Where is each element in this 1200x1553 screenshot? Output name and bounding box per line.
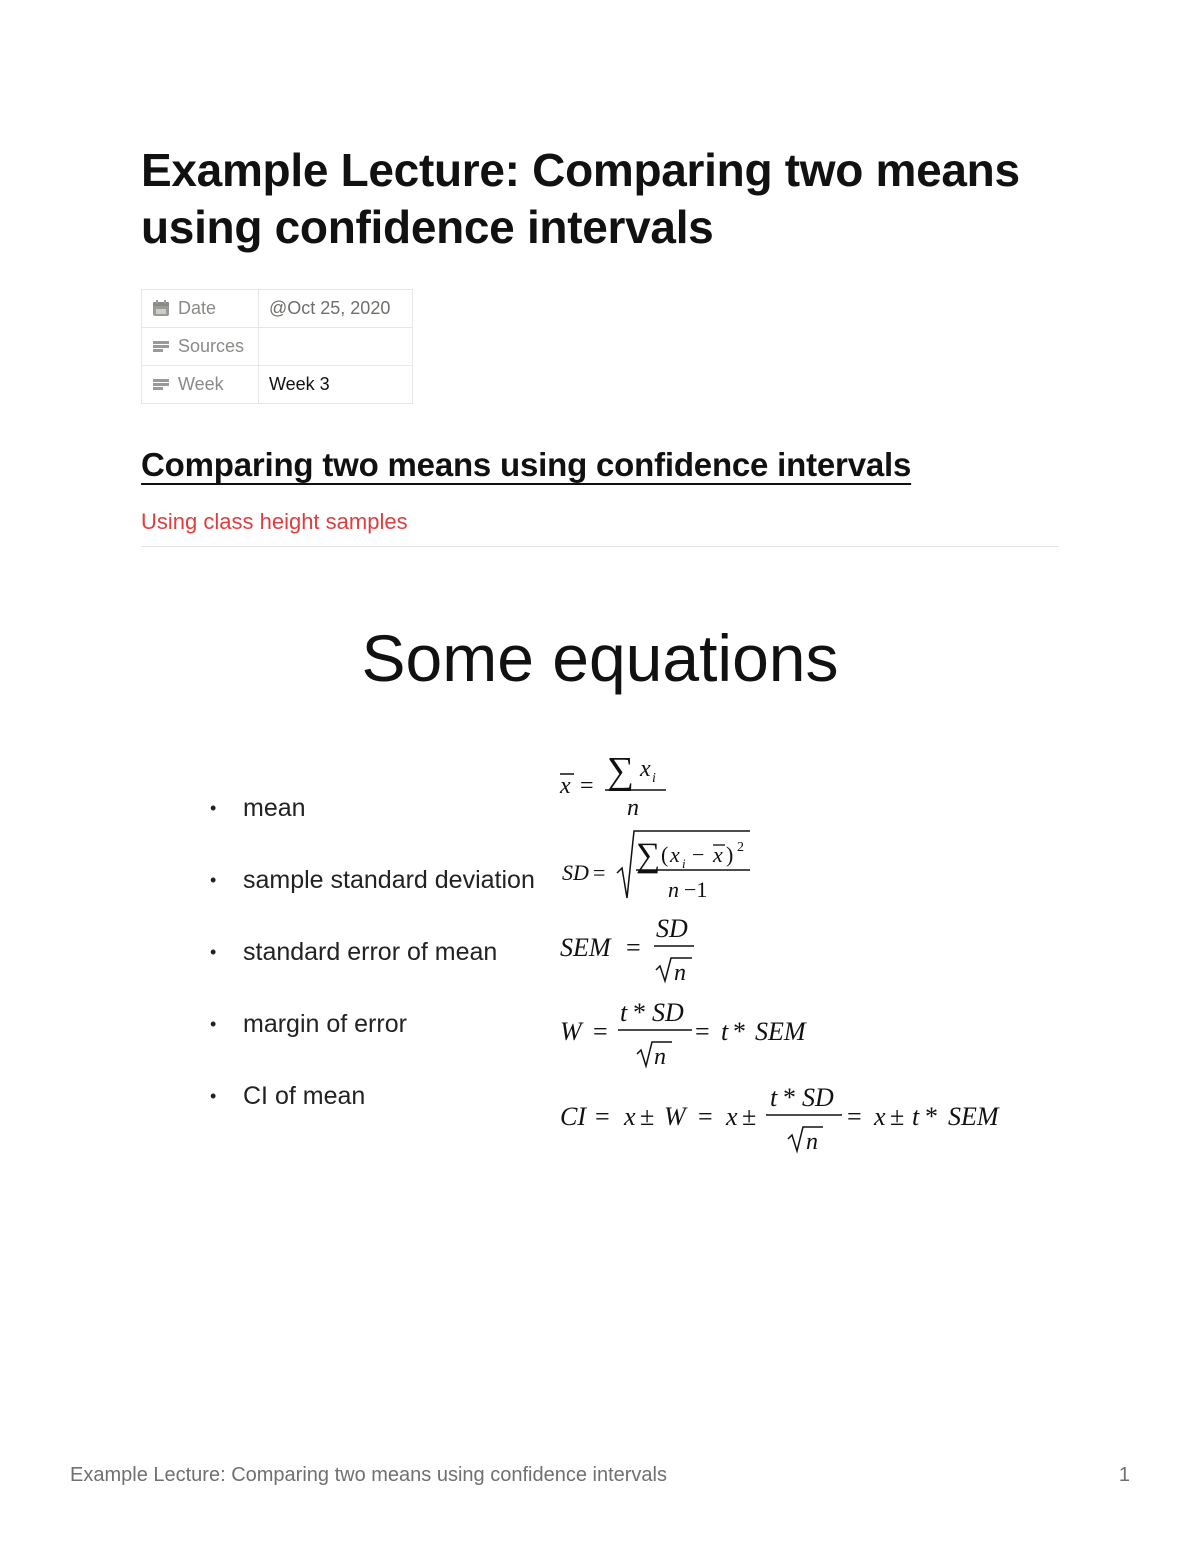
- svg-text:x: x: [726, 1102, 738, 1131]
- page-title: Example Lecture: Comparing two means using confidence intervals: [141, 144, 1020, 253]
- svg-text:t: t: [770, 1083, 778, 1112]
- svg-text:t: t: [912, 1102, 920, 1131]
- property-key-label: Sources: [178, 336, 245, 356]
- svg-text:n: n: [668, 877, 679, 902]
- svg-text:=: =: [593, 1017, 608, 1046]
- svg-text:=: =: [695, 1017, 710, 1046]
- svg-text:2: 2: [737, 840, 744, 855]
- bullet-dot-icon: •: [210, 1086, 217, 1106]
- svg-text:SEM: SEM: [560, 933, 611, 962]
- svg-text:n: n: [674, 960, 686, 986]
- svg-text:x: x: [560, 773, 571, 799]
- svg-text:=: =: [595, 1102, 610, 1131]
- svg-text:*: *: [633, 998, 646, 1027]
- sem-equation: [560, 914, 694, 986]
- svg-text:(: (: [661, 842, 669, 867]
- property-value[interactable]: @Oct 25, 2020: [259, 290, 413, 328]
- section-heading: Comparing two means using confidence intervals: [141, 446, 912, 483]
- svg-text:x: x: [640, 756, 651, 782]
- margin-of-error-equation: [560, 998, 807, 1070]
- svg-text:t: t: [721, 1017, 729, 1046]
- svg-text:W: W: [560, 1017, 582, 1046]
- slide-title: Some equations: [361, 621, 839, 695]
- svg-text:SD: SD: [562, 860, 589, 885]
- bullet-item: • margin of error: [210, 1010, 407, 1038]
- svg-text:=: =: [847, 1102, 862, 1131]
- bullet-dot-icon: •: [210, 870, 217, 890]
- bullet-dot-icon: •: [210, 798, 217, 818]
- svg-text:W: W: [664, 1102, 686, 1131]
- svg-text:SD: SD: [802, 1083, 834, 1112]
- svg-text:=: =: [593, 860, 606, 885]
- svg-text:=: =: [626, 933, 641, 962]
- svg-text:±: ±: [742, 1102, 757, 1131]
- bullet-dot-icon: •: [210, 942, 217, 962]
- bullet-item: • standard error of mean: [210, 938, 498, 966]
- bullet-item: • mean: [210, 794, 306, 822]
- svg-text:t: t: [620, 998, 628, 1027]
- svg-text:SD: SD: [652, 998, 684, 1027]
- svg-text:i: i: [652, 771, 656, 786]
- svg-text:n: n: [806, 1129, 818, 1155]
- svg-text:*: *: [925, 1102, 938, 1131]
- svg-text:*: *: [733, 1017, 746, 1046]
- svg-text:SD: SD: [656, 914, 688, 943]
- svg-text:±: ±: [890, 1102, 905, 1131]
- svg-text:∑: ∑: [636, 837, 661, 874]
- svg-text:i: i: [682, 856, 686, 871]
- svg-text:): ): [726, 842, 734, 867]
- svg-text:n: n: [654, 1044, 666, 1070]
- svg-text:x: x: [874, 1102, 886, 1131]
- svg-text:CI: CI: [560, 1102, 586, 1131]
- svg-text:n: n: [627, 795, 639, 821]
- bullet-dot-icon: •: [210, 1014, 217, 1034]
- sd-equation: [562, 831, 750, 902]
- svg-text:x: x: [670, 842, 680, 867]
- footer-title: Example Lecture: Comparing two means using confidence intervals: [70, 1464, 667, 1486]
- svg-text:∑: ∑: [607, 750, 635, 792]
- svg-text:−1: −1: [684, 877, 708, 902]
- mean-equation: [559, 750, 666, 821]
- svg-text:−: −: [692, 842, 705, 867]
- svg-text:=: =: [698, 1102, 713, 1131]
- property-key-label: Date: [178, 298, 217, 318]
- subheading: Using class height samples: [141, 509, 408, 534]
- ci-equation: [560, 1083, 1000, 1155]
- property-value[interactable]: Week 3: [259, 366, 413, 404]
- property-key-label: Week: [178, 374, 224, 394]
- svg-text:*: *: [783, 1083, 796, 1112]
- svg-text:=: =: [580, 773, 594, 799]
- bullet-item: • sample standard deviation: [210, 866, 535, 894]
- svg-text:x: x: [624, 1102, 636, 1131]
- svg-text:SEM: SEM: [755, 1017, 806, 1046]
- bullet-item: • CI of mean: [210, 1082, 366, 1110]
- svg-text:SEM: SEM: [948, 1102, 999, 1131]
- svg-text:±: ±: [640, 1102, 655, 1131]
- svg-text:x: x: [713, 842, 723, 867]
- page-number: 1: [1118, 1464, 1130, 1486]
